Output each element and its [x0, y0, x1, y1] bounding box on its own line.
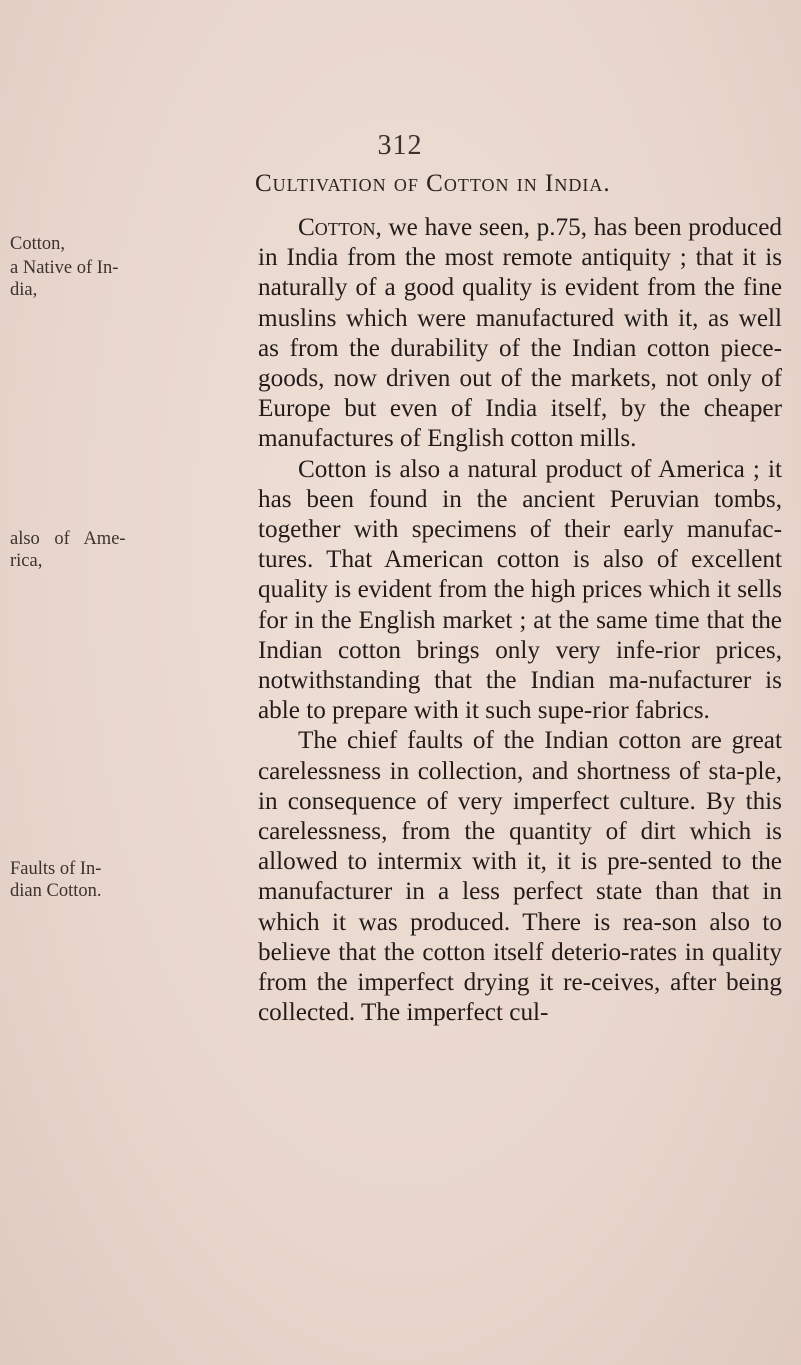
paragraph-3 — [258, 726, 782, 1028]
paragraph-3-text: The chief faults of the Indian cotton are great carelessness in collection, and shortness of sta-ple, in consequence of very imperfect culture. By this carelessness, from the quantity of dirt which is allowed to intermix with it, it is pre-sented to the manufacturer in a less perfect state than that in which it was produced. There is rea-son also to believe that the cotton itself deterio-rates in quality from the imperfect drying it re-ceives, after being collected. The imperfect cul- — [258, 727, 782, 1027]
paragraph-1-lead: Cotton, — [298, 214, 382, 241]
page-number: 312 — [377, 130, 423, 161]
body-text — [258, 213, 782, 1028]
paragraph-1-text: we have seen, p.75, has been produced in India from the most remote antiquity ; that it is naturally of a good quality is evident from the fine muslins which were manufactured with it, as well as from the durability of the Indian cotton piece-goods, now driven out of the markets, not only of Europe but even of India itself, by the cheaper manufactures of English cotton mills. — [258, 214, 782, 453]
paragraph-2-text: Cotton is also a natural product of America ; it has been found in the ancient Peruvian tombs, together with specimens of their early manufac-tures. That American cotton is also of excellent quality is evident from the high prices which it sells for in the English market ; at the same time that the Indian cotton brings only very infe-rior prices, notwithstanding that the Indian ma-nufacturer is able to prepare with it such supe-rior fabrics. — [258, 455, 782, 725]
side-note-native-of-india: a Native of In-dia, — [10, 258, 119, 300]
side-note-also-of-america: also of Ame-rica, — [10, 529, 126, 571]
paragraph-1 — [258, 213, 782, 455]
side-note-cotton: Cotton, — [10, 234, 65, 254]
side-note-faults-of-indian-cotton: Faults of In-dian Cotton. — [10, 859, 102, 901]
paragraph-2 — [258, 455, 782, 727]
page-heading: Cultivation of Cotton in India. — [255, 170, 611, 197]
